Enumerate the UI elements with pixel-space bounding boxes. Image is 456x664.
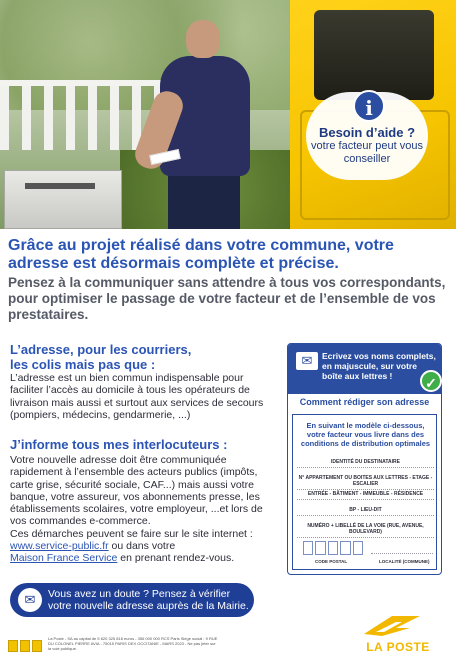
banner-text: Ecrivez vos noms complets, en majuscule, sur votre boîte aux lettres ! xyxy=(322,351,436,381)
postal-code-boxes xyxy=(303,541,363,555)
address-line: N° APPARTEMENT OU BOITES AUX LETTRES - ETAGE - ESCALIER xyxy=(297,475,434,490)
form-subtitle: Comment rédiger son adresse xyxy=(299,397,430,407)
postman-legs xyxy=(168,170,240,229)
form-intro: En suivant le modèle ci-dessous, votre facteur vous livre dans des conditions de distribution optimales xyxy=(300,421,431,448)
partner-logos xyxy=(8,640,42,652)
links-end: en prenant rendez-vous. xyxy=(120,552,235,565)
partner-logo xyxy=(20,640,30,652)
legal-notice: La Poste - SA au capital de 5 620 325 816 euros - 356 000 000 RCS Paris Siège social : 9 RUE DU COLONEL PIERRE AVIA - 75015 PARIS DEX OCCITANIE - MARS 2023 - Ne pas jeter sur la voie publique. xyxy=(48,636,218,651)
links-intro: Ces démarches peuvent se faire sur le site internet : xyxy=(10,527,253,540)
postal-box xyxy=(353,541,363,555)
postal-box xyxy=(340,541,350,555)
postal-box xyxy=(315,541,325,555)
address-line: ENTRÉE - BÂTIMENT - IMMEUBLE - RÉSIDENCE xyxy=(297,491,434,500)
postal-box xyxy=(303,541,313,555)
inform-text: Votre nouvelle adresse doit être communiquée rapidement à l’ensemble des acteurs publics (impôts, carte grise, sécurité sociale, CAF...) mais aussi votre banque, votre assureur, vos abonnements presse, les établissements scolaires, votre employeur, ...et lors de vos commandes e-commerce. xyxy=(10,454,263,528)
mailbox-icon: ✉ xyxy=(296,352,318,370)
section-inform-body xyxy=(10,454,272,565)
section-address-body: L’adresse est un bien commun indispensable pour faciliter l’accès au domicile à tous les opérateurs de livraison mais aussi et surtout aux services de secours (pompiers, médecins, gendarmerie, ...) xyxy=(10,372,264,421)
postal-box xyxy=(328,541,338,555)
address-line: IDENTITÉ DU DESTINATAIRE xyxy=(297,459,434,468)
partner-logo xyxy=(8,640,18,652)
doubt-banner xyxy=(10,583,254,617)
maison-france-service-link[interactable]: Maison France Service xyxy=(10,552,118,565)
form-banner xyxy=(288,344,441,394)
help-title: Besoin d’aide ? xyxy=(318,125,416,140)
postal-code-label: CODE POSTAL xyxy=(315,559,348,564)
location-mail-icon: ✉ xyxy=(18,588,42,612)
address-line: BP - LIEU-DIT xyxy=(297,507,434,516)
locality-line xyxy=(371,553,433,554)
locality-label: LOCALITÉ (COMMUNE) xyxy=(379,559,430,564)
info-icon: i xyxy=(353,90,385,122)
checkmark-icon: ✓ xyxy=(420,370,442,392)
mailbox xyxy=(4,170,122,229)
help-bubble xyxy=(306,92,428,180)
subheadline: Pensez à la communiquer sans attendre à tous vos correspondants, pour optimiser le passage de votre facteur et de l’ensemble de vos prestataires. xyxy=(8,275,446,322)
service-public-link[interactable]: www.service-public.fr xyxy=(10,540,109,553)
la-poste-bird-logo xyxy=(362,614,422,636)
la-poste-wordmark: LA POSTE xyxy=(366,640,430,654)
links-middle: ou dans votre xyxy=(111,540,176,553)
section-inform-title: J’informe tous mes interlocuteurs : xyxy=(10,437,228,452)
postman-head xyxy=(186,20,220,58)
van-window xyxy=(314,10,434,100)
partner-logo xyxy=(32,640,42,652)
postman xyxy=(150,20,260,229)
address-line: NUMÉRO + LIBELLÉ DE LA VOIE (RUE, AVENUE, BOULEVARD) xyxy=(297,523,434,538)
address-model xyxy=(292,414,437,570)
help-text: votre facteur peut vous conseiller xyxy=(311,140,423,165)
headline: Grâce au projet réalisé dans votre commune, votre adresse est désormais complète et précise. xyxy=(8,237,394,272)
doubt-text: Vous avez un doute ? Pensez à vérifier votre nouvelle adresse auprès de la Mairie. xyxy=(48,588,249,612)
section-address-title: L’adresse, pour les courriers, les colis mais pas que : xyxy=(10,342,192,372)
mailbox-slot xyxy=(25,183,95,189)
address-form-card xyxy=(287,343,442,575)
